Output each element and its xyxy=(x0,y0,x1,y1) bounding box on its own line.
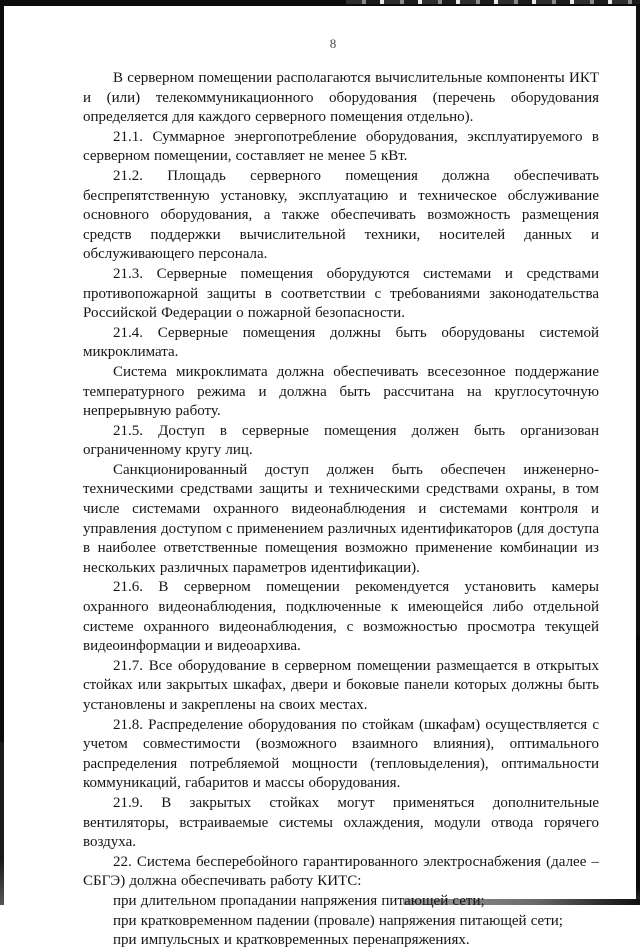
paragraph: Санкционированный доступ должен быть обеспечен инженерно-техническими средствами защиты и техническими средствами охраны, в том числе системами охранного видеонаблюдения и системами контроля и управления доступом с применением различных идентификаторов (для доступа в наиболее ответственные помещения возможно применение комбинации из нескольких различных параметров идентификации). xyxy=(83,461,599,576)
paragraph: 22. Система бесперебойного гарантированного электроснабжения (далее – СБГЭ) должна обеспечивать работу КИТС: xyxy=(83,853,599,890)
paragraph: 21.2. Площадь серверного помещения должна обеспечивать беспрепятственную установку, эксплуатацию и техническое обслуживание основного оборудования, а также обеспечивать возможность размещения средств поддержки вычислительной техники, носителей данных и обслуживающего персонала. xyxy=(83,167,599,263)
paragraph: при кратковременном падении (провале) напряжения питающей сети; xyxy=(113,912,563,929)
paragraph: 21.5. Доступ в серверные помещения должен быть организован ограниченному кругу лиц. xyxy=(83,422,599,459)
scan-edge-right xyxy=(636,4,640,905)
scan-edge-left xyxy=(0,0,4,905)
paragraph: 21.4. Серверные помещения должны быть оборудованы системой микроклимата. xyxy=(83,324,599,361)
page-number: 8 xyxy=(329,36,337,51)
paragraph: Система микроклимата должна обеспечивать всесезонное поддержание температурного режима и должна быть рассчитана на круглосуточную непрерывную работу. xyxy=(83,363,599,420)
paragraph: 21.7. Все оборудование в серверном помещении размещается в открытых стойках или закрытых шкафах, двери и боковые панели которых должны быть установлены и закреплены на своих местах. xyxy=(83,657,599,713)
paragraph: при длительном пропадании напряжения питающей сети; xyxy=(113,892,485,909)
paragraph: 21.6. В серверном помещении рекомендуется установить камеры охранного видеонаблюдения, подключенные к имеющейся либо отдельной системе охранного видеонаблюдения, с возможностью просмотра текущей видеоинформации и видеоархива. xyxy=(83,579,599,655)
document-body xyxy=(83,69,599,951)
paragraph: при импульсных и кратковременных перенапряжениях. xyxy=(113,932,470,949)
scan-edge-top xyxy=(0,0,640,6)
paragraph: В серверном помещении располагаются вычислительные компоненты ИКТ и (или) телекоммуникационного оборудования (перечень оборудования определяется для каждого серверного помещения отдельно). xyxy=(83,70,599,126)
paragraph: 21.9. В закрытых стойках могут применяться дополнительные вентиляторы, встраиваемые системы охлаждения, модули отвода горячего воздуха. xyxy=(83,794,599,851)
paragraph: 21.3. Серверные помещения оборудуются системами и средствами противопожарной защиты в соответствии с требованиями законодательства Российской Федерации о пожарной безопасности. xyxy=(83,265,599,322)
paragraph: 21.8. Распределение оборудования по стойкам (шкафам) осуществляется с учетом совместимости (возможного взаимного влияния), оптимального распределения потребляемой мощности (тепловыделения), оптимальности коммуникаций, габаритов и массы оборудования. xyxy=(83,716,599,792)
paragraph: 21.1. Суммарное энергопотребление оборудования, эксплуатируемого в серверном помещении, составляет не менее 5 кВт. xyxy=(83,128,599,165)
